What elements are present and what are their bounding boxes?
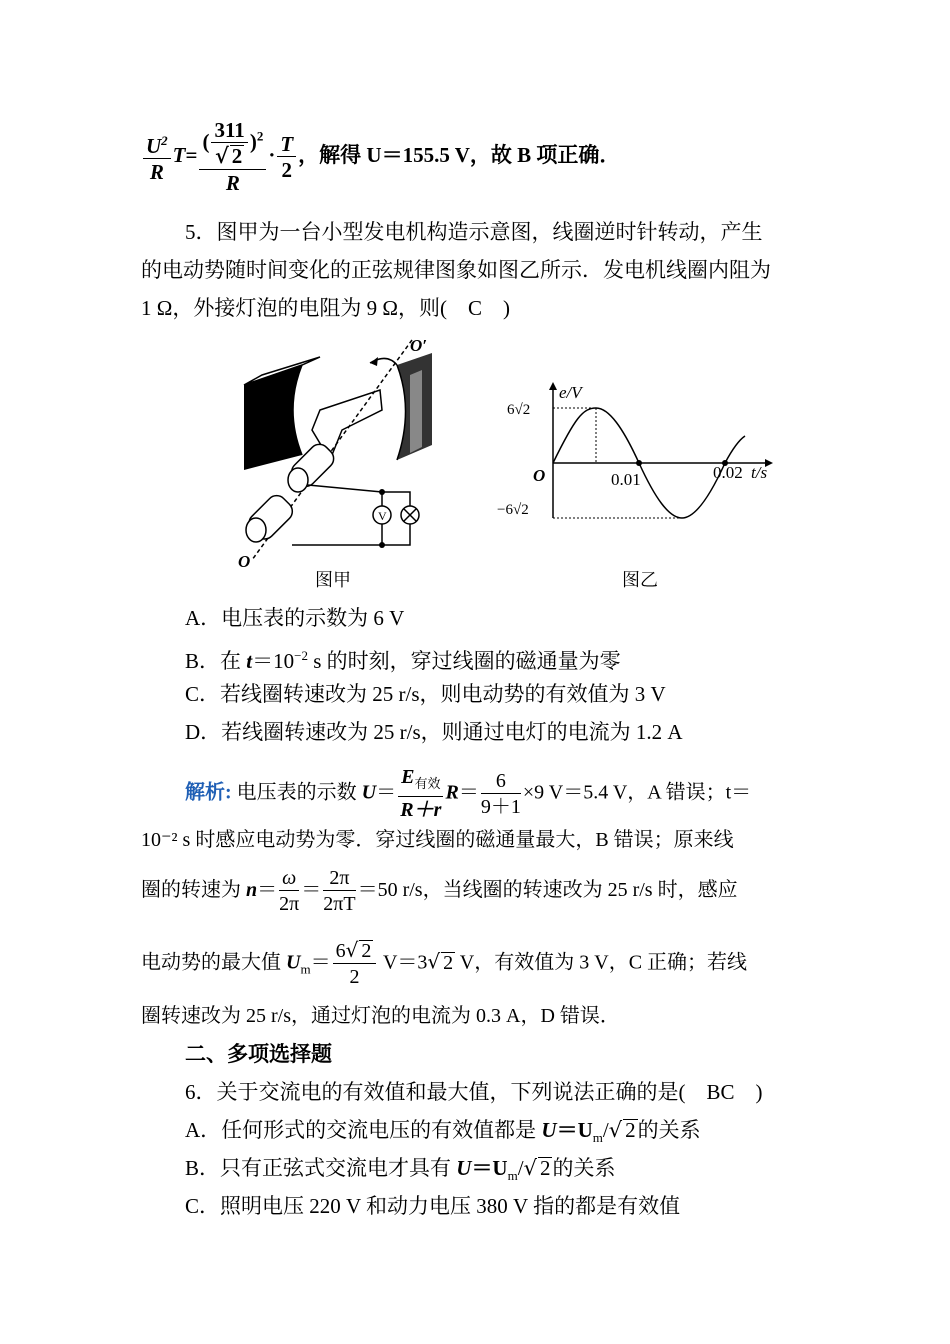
q6-option-c: C．照明电压 220 V 和动力电压 380 V 指的都是有效值: [185, 1194, 681, 1218]
sine-graph: [495, 378, 785, 523]
origin-label: O: [533, 466, 546, 485]
q5-line3: 1 Ω，外接灯泡的电阻为 9 Ω，则( C ): [141, 296, 510, 320]
q5-option-d: D．若线圈转速改为 25 r/s，则通过电灯的电流为 1.2 A: [185, 720, 683, 744]
label-o-prime: O′: [410, 336, 428, 355]
q5-line1: 5．图甲为一台小型发电机构造示意图，线圈逆时针转动，产生: [185, 220, 763, 244]
q5-option-b: B．在 $t=10^{-2}$ s 的时刻，穿过线圈的磁通量为零: [185, 648, 621, 673]
x-axis-label: t/s: [751, 463, 768, 482]
generator-figure: [232, 335, 428, 575]
q5-option-a: A．电压表的示数为 6 V: [185, 606, 405, 630]
q6-option-a: A．任何形式的交流电压的有效值都是 $U=U_m/√$ 2的关系: [185, 1118, 701, 1146]
t-half: $\frac{T}{2}$: [277, 132, 296, 183]
x-tick-001: 0.01: [611, 470, 641, 489]
solution-line1: 解析: 电压表的示数 U＝ $\frac{E_{有效}}{R+r}$ R＝ $\frac{6}{9+1}$ ×9 V＝5.4 V，A 错误；t＝: [185, 766, 752, 821]
label-o: O: [238, 552, 251, 571]
q6-stem: 6．关于交流电的有效值和最大值，下列说法正确的是( BC ): [185, 1080, 763, 1104]
q5-option-c: C．若线圈转速改为 25 r/s，则电动势的有效值为 3 V: [185, 682, 666, 706]
q6-option-b: B．只有正弦式交流电才具有 $U=U_m/√$ 2的关系: [185, 1156, 616, 1184]
u2-over-r: $\frac{U^2}{R}$: [143, 129, 171, 185]
solution-line5: 圈转速改为 25 r/s，通过灯泡的电流为 0.3 A，D 错误．: [141, 1005, 620, 1027]
y-min-label: −6√2: [497, 502, 529, 518]
caption-fig-right: 图乙: [622, 570, 658, 590]
y-max-label: 6√2: [507, 402, 531, 418]
x-tick-002: 0.02: [713, 463, 743, 482]
y-axis-label: e/V: [559, 383, 582, 402]
solution-line4: 电动势的最大值 $U_m=$ $\frac{6√ 2}{2}$ V＝3√ 2 V，有效值为 3 V，C 正确；若线: [141, 938, 748, 988]
svg-text:V: V: [378, 509, 387, 523]
solution-line2: 10⁻² s 时感应电动势为零．穿过线圈的磁通量最大，B 错误；原来线: [141, 829, 734, 851]
effective-fraction: ( $\frac{311}{√ 2}$ )$^2$ R: [199, 118, 266, 196]
solution-label: 解析:: [185, 781, 232, 804]
top-formula: $\frac{U^2}{R}$ T= ( $\frac{311}{√ 2}$ )$^2$ R · $\frac{T}{2}$ ，解得 U＝155.5 V，故 B 项正确．: [141, 118, 620, 196]
caption-fig-left: 图甲: [315, 570, 351, 590]
section2-title: 二、多项选择题: [185, 1042, 332, 1066]
solution-line3: 圈的转速为 n＝ $\frac{\omega}{2\pi}$ ＝ $\frac{2\pi}{2\pi T}$ ＝50 r/s，当线圈的转速改为 25 r/s 时，感应: [141, 867, 738, 915]
q5-line2: 的电动势随时间变化的正弦规律图象如图乙所示．发电机线圈内阻为: [141, 258, 771, 282]
